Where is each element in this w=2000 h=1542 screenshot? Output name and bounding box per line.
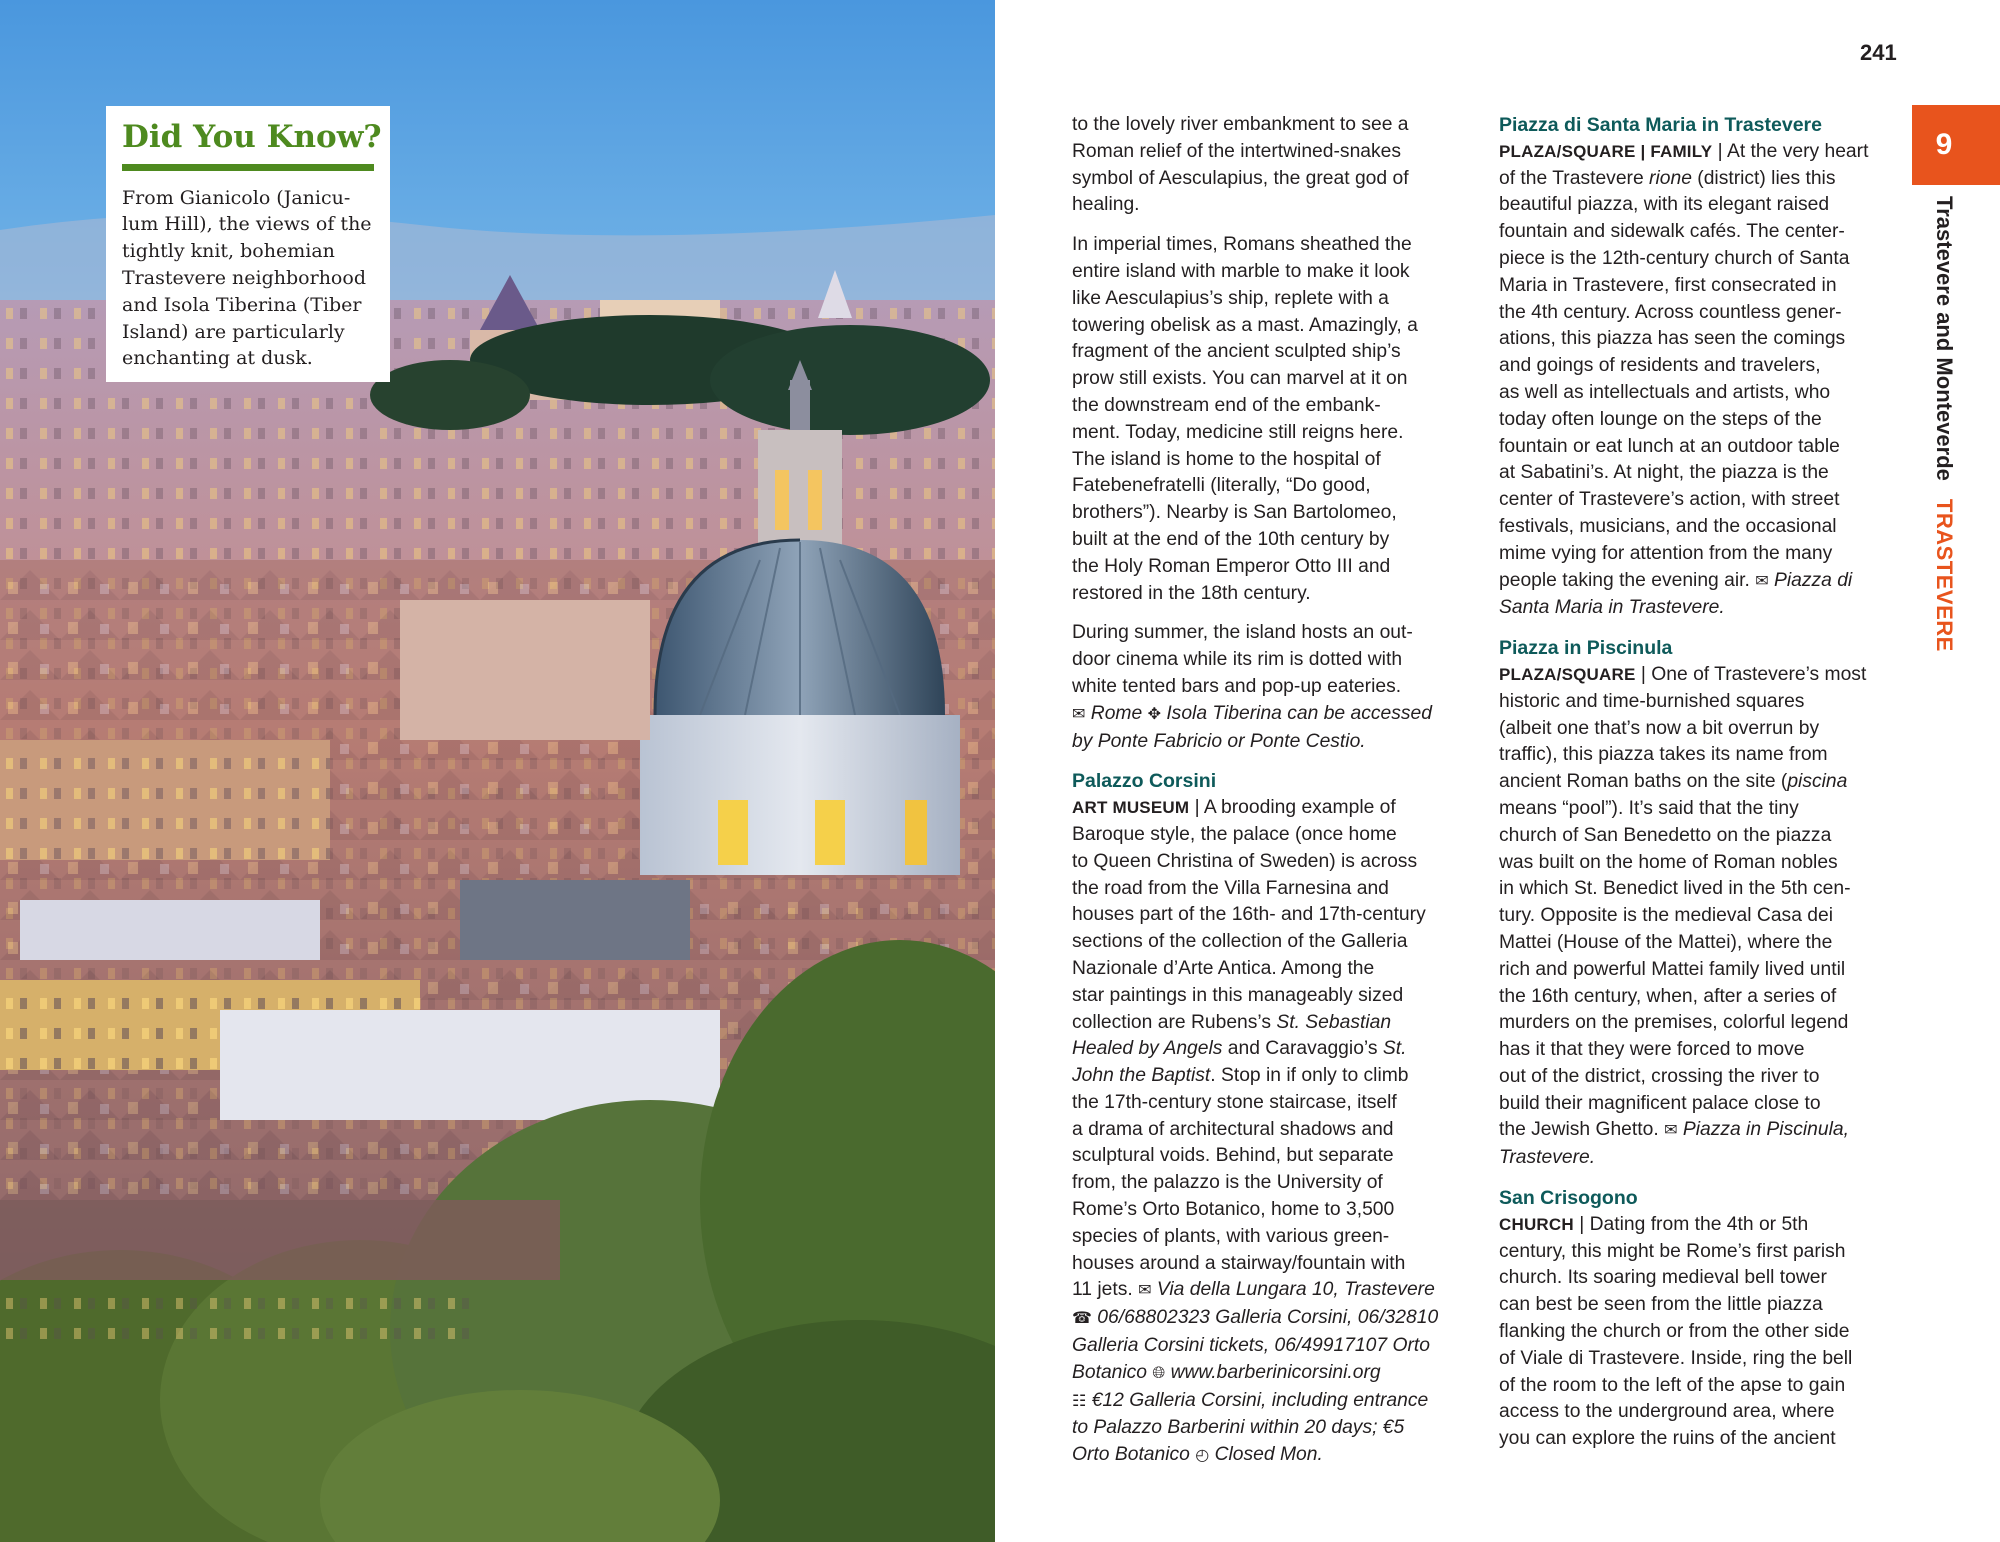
access-text: Isola Tiberina can be accessed by Ponte Fabricio or Ponte Cestio.	[1072, 702, 1432, 752]
page-number: 241	[1860, 40, 1897, 65]
entry-tag: PLAZA/SQUARE	[1499, 664, 1636, 684]
paragraph	[1072, 620, 1472, 755]
entry-title: Piazza in Piscinula	[1499, 637, 1673, 660]
entry-title: Palazzo Corsini	[1072, 770, 1217, 793]
address-text: Via della Lungara 10, Trastevere	[1156, 1279, 1435, 1301]
location-text: Rome	[1090, 702, 1143, 724]
envelope-icon: ✉	[1664, 1122, 1678, 1140]
entry-text: A brooding example of Baroque style, the palace (once home to Queen Christina of Sweden) is across the road from the Villa Farnesina and houses part of the 16th- and 17th-century sections of the collection of the Galleria Nazionale d’Arte Antica. Among the star paintings in this manageably sized collection are Rubens’s	[1072, 797, 1426, 1033]
hours-text: Closed Mon.	[1214, 1444, 1323, 1466]
chapter-tab: 9	[1912, 105, 2000, 185]
paragraph: In imperial times, Romans sheathed the entire island with marble to make it look like Aesculapius’s ship, replete with a towering obelisk as a mast. Amazingly, a fragment of the ancient sculpted ship’s prow still exists. You can marvel at it on the downstream end of the embank- ment. Today, medicine still reigns here. The island is home to the hospital of Fatebenefratelli (literally, “Do good, brothers”). Nearby is San Bartolomeo, built at the end of the 10th century by the Holy Roman Emperor Otto III and restored in the 18th century.	[1072, 234, 1418, 604]
did-you-know-rule	[122, 164, 374, 171]
entry-body: PLAZA/SQUARE | FAMILY | At the very heart of the Trastevere rione (district) lies this beautiful piazza, with its elegant raised fountain and sidewalk cafés. The center- piece is the 12th-century church of Santa Maria in Trastevere, first consecrated in the 4th century. Across countless gener- ations, this piazza has seen the comings and goings of residents and travelers, as well as intellectuals and artists, who today often lounge on the steps of the fountain or eat lunch at an outdoor table at Sabatini’s. At night, the piazza is the center of Trastevere’s action, with street festivals, musicians, and the occasional mime vying for attention from the many people taking the evening air. ✉ Piazza di Santa Maria in Trastevere.	[1499, 140, 1869, 619]
envelope-icon: ✉	[1138, 1282, 1152, 1300]
entry-title: San Crisogono	[1499, 1187, 1638, 1210]
section-title: TRASTEVERE	[1932, 498, 1957, 652]
did-you-know-title: Did You Know?	[122, 119, 382, 155]
entry-tag: ART MUSEUM	[1072, 798, 1190, 818]
entry-san-crisogono	[1499, 1185, 1899, 1453]
entry-body: CHURCH | Dating from the 4th or 5th century, this might be Rome’s first parish church. Its soaring medieval bell tower can best be seen from the little piazza flanking the church or from the other side of Viale di Trastevere. Inside, ring the bell of the room to the left of the apse to gain access to the underground area, where you can explore the ruins of the ancient	[1499, 1213, 1853, 1450]
entry-text: At the very heart of the Trastevere	[1499, 140, 1869, 189]
entry-piazza-santa-maria	[1499, 112, 1899, 622]
envelope-icon: ✉	[1072, 705, 1086, 723]
middle-column	[1072, 112, 1472, 1483]
entry-text: means “pool”). It’s said that the tiny church of San Benedetto on the piazza was built on the home of Roman nobles in which St. Benedict lived in the 5th cen- tury. Opposite is the medieval Casa dei Mattei (House of the Mattei), where the rich and powerful Mattei family lived until the 16th century, when, after a series of murders on the premises, colorful legend has it that they were forced to move out of the district, crossing the river to build their magnificent palace close to the Jewish Ghetto.	[1499, 797, 1851, 1141]
entry-tag: CHURCH	[1499, 1214, 1574, 1234]
entry-text: and Caravaggio’s	[1222, 1038, 1383, 1060]
entry-title: Piazza di Santa Maria in Trastevere	[1499, 114, 1822, 136]
paragraph: to the lovely river embankment to see a Roman relief of the intertwined-snakes symbol of Aesculapius, the great god of healing.	[1072, 114, 1409, 216]
envelope-icon: ✉	[1755, 572, 1769, 590]
running-head	[1933, 196, 1955, 652]
entry-text: . Stop in if only to climb the 17th-century stone staircase, itself a drama of architectural shadows and sculptural voids. Behind, but separate from, the palazzo is the University of Rome’s Orto Botanico, home to 3,500 species of plants, with various green- houses around a stairway/fountain with 11 jets.	[1072, 1065, 1409, 1301]
entry-text: (district) lies this beautiful piazza, with its elegant raised fountain and sidewalk cafés. The center- piece is the 12th-century church of Santa Maria in Trastevere, first consecrated in the 4th century. Across countless gener- ations, this piazza has seen the comings and goings of residents and travelers, as well as intellectuals and artists, who today often lounge on the steps of the fountain or eat lunch at an outdoor table at Sabatini’s. At night, the piazza is the center of Trastevere’s action, with street festivals, musicians, and the occasional mime vying for attention from the many people taking the evening air.	[1499, 167, 1850, 591]
artwork-title: St. John the Baptist	[1072, 1038, 1407, 1087]
entry-text: One of Trastevere’s most historic and time-burnished squares (albeit one that’s now a bit overrun by traffic), this piazza takes its name from ancient Roman baths on the site (	[1499, 663, 1867, 793]
italic-term: piscina	[1787, 771, 1848, 793]
entry-body: PLAZA/SQUARE | One of Trastevere’s most historic and time-burnished squares (albeit one that’s now a bit overrun by traffic), this piazza takes its name from ancient Roman baths on the site (piscina means “pool”). It’s said that the tiny church of San Benedetto on the piazza was built on the home of Roman nobles in which St. Benedict lived in the 5th cen- tury. Opposite is the medieval Casa dei Mattei (House of the Mattei), where the rich and powerful Mattei family lived until the 16th century, when, after a series of murders on the premises, colorful legend has it that they were forced to move out of the district, crossing the river to build their magnificent palace close to the Jewish Ghetto. ✉ Piazza in Piscinula, Trastevere.	[1499, 663, 1867, 1169]
did-you-know-text: From Gianicolo (Janicu- lum Hill), the views of the tightly knit, bohemian Trastevere neighborhood and Isola Tiberina (Tiber Island) are particularly enchanting at dusk.	[122, 186, 372, 370]
website-link[interactable]: www.barberinicorsini.org	[1170, 1361, 1381, 1383]
entry-palazzo-corsini	[1072, 768, 1472, 1470]
italic-term: rione	[1649, 167, 1692, 189]
clock-icon: ◴	[1195, 1447, 1210, 1465]
rome-dusk-photo	[0, 0, 995, 1542]
artwork-title: St. Sebastian Healed by Angels	[1072, 1011, 1392, 1060]
entry-piazza-piscinula	[1499, 635, 1899, 1172]
telephone-icon: ☎	[1072, 1310, 1092, 1328]
paragraph-text: During summer, the island hosts an out- door cinema while its rim is dotted with white tented bars and pop-up eateries.	[1072, 622, 1413, 697]
ticket-icon: ☷	[1072, 1392, 1087, 1410]
phone-text: 06/68802323 Galleria Corsini, 06/32810 Galleria Corsini tickets, 06/49917107 Orto Botanico	[1072, 1307, 1439, 1383]
admission-text: €12 Galleria Corsini, including entrance to Palazzo Barberini within 20 days; €5 Orto Botanico	[1072, 1389, 1429, 1466]
address-text: Piazza di Santa Maria in Trastevere.	[1499, 569, 1853, 619]
chapter-title: Trastevere and Monteverde	[1932, 196, 1957, 481]
did-you-know-box	[106, 106, 390, 382]
address-text: Piazza in Piscinula, Trastevere.	[1499, 1119, 1849, 1169]
globe-icon: 🌐︎	[1152, 1364, 1166, 1382]
entry-text: Dating from the 4th or 5th century, this might be Rome’s first parish church. Its soaring medieval bell tower can best be seen from the little piazza flanking the church or from the other side of Viale di Trastevere. Inside, ring the bell of the room to the left of the apse to gain access to the underground area, where you can explore the ruins of the ancient	[1499, 1213, 1853, 1450]
entry-tag: PLAZA/SQUARE | FAMILY	[1499, 141, 1713, 161]
right-column	[1499, 112, 1899, 1466]
compass-arrows-icon: ✥	[1147, 705, 1161, 723]
entry-body: ART MUSEUM | A brooding example of Baroque style, the palace (once home to Queen Christina of Sweden) is across the road from the Villa Farnesina and houses part of the 16th- and 17th-century sections of the collection of the Galleria Nazionale d’Arte Antica. Among the star paintings in this manageably sized collection are Rubens’s St. Sebastian Healed by Angels and Caravaggio’s St. John the Baptist. Stop in if only to climb the 17th-century stone staircase, itself a drama of architectural shadows and sculptural voids. Behind, but separate from, the palazzo is the University of Rome’s Orto Botanico, home to 3,500 species of plants, with various green- houses around a stairway/fountain with 11 jets. ✉ Via della Lungara 10, Trastevere ☎ 06/68802323 Galleria Corsini, 06/32810 Galleria Corsini tickets, 06/49917107 Orto Botanico 🌐︎ www.barberinicorsini.org ☷ €12 Galleria Corsini, including entrance to Palazzo Barberini within 20 days; €5 Orto Botanico ◴ Closed Mon.	[1072, 797, 1439, 1466]
